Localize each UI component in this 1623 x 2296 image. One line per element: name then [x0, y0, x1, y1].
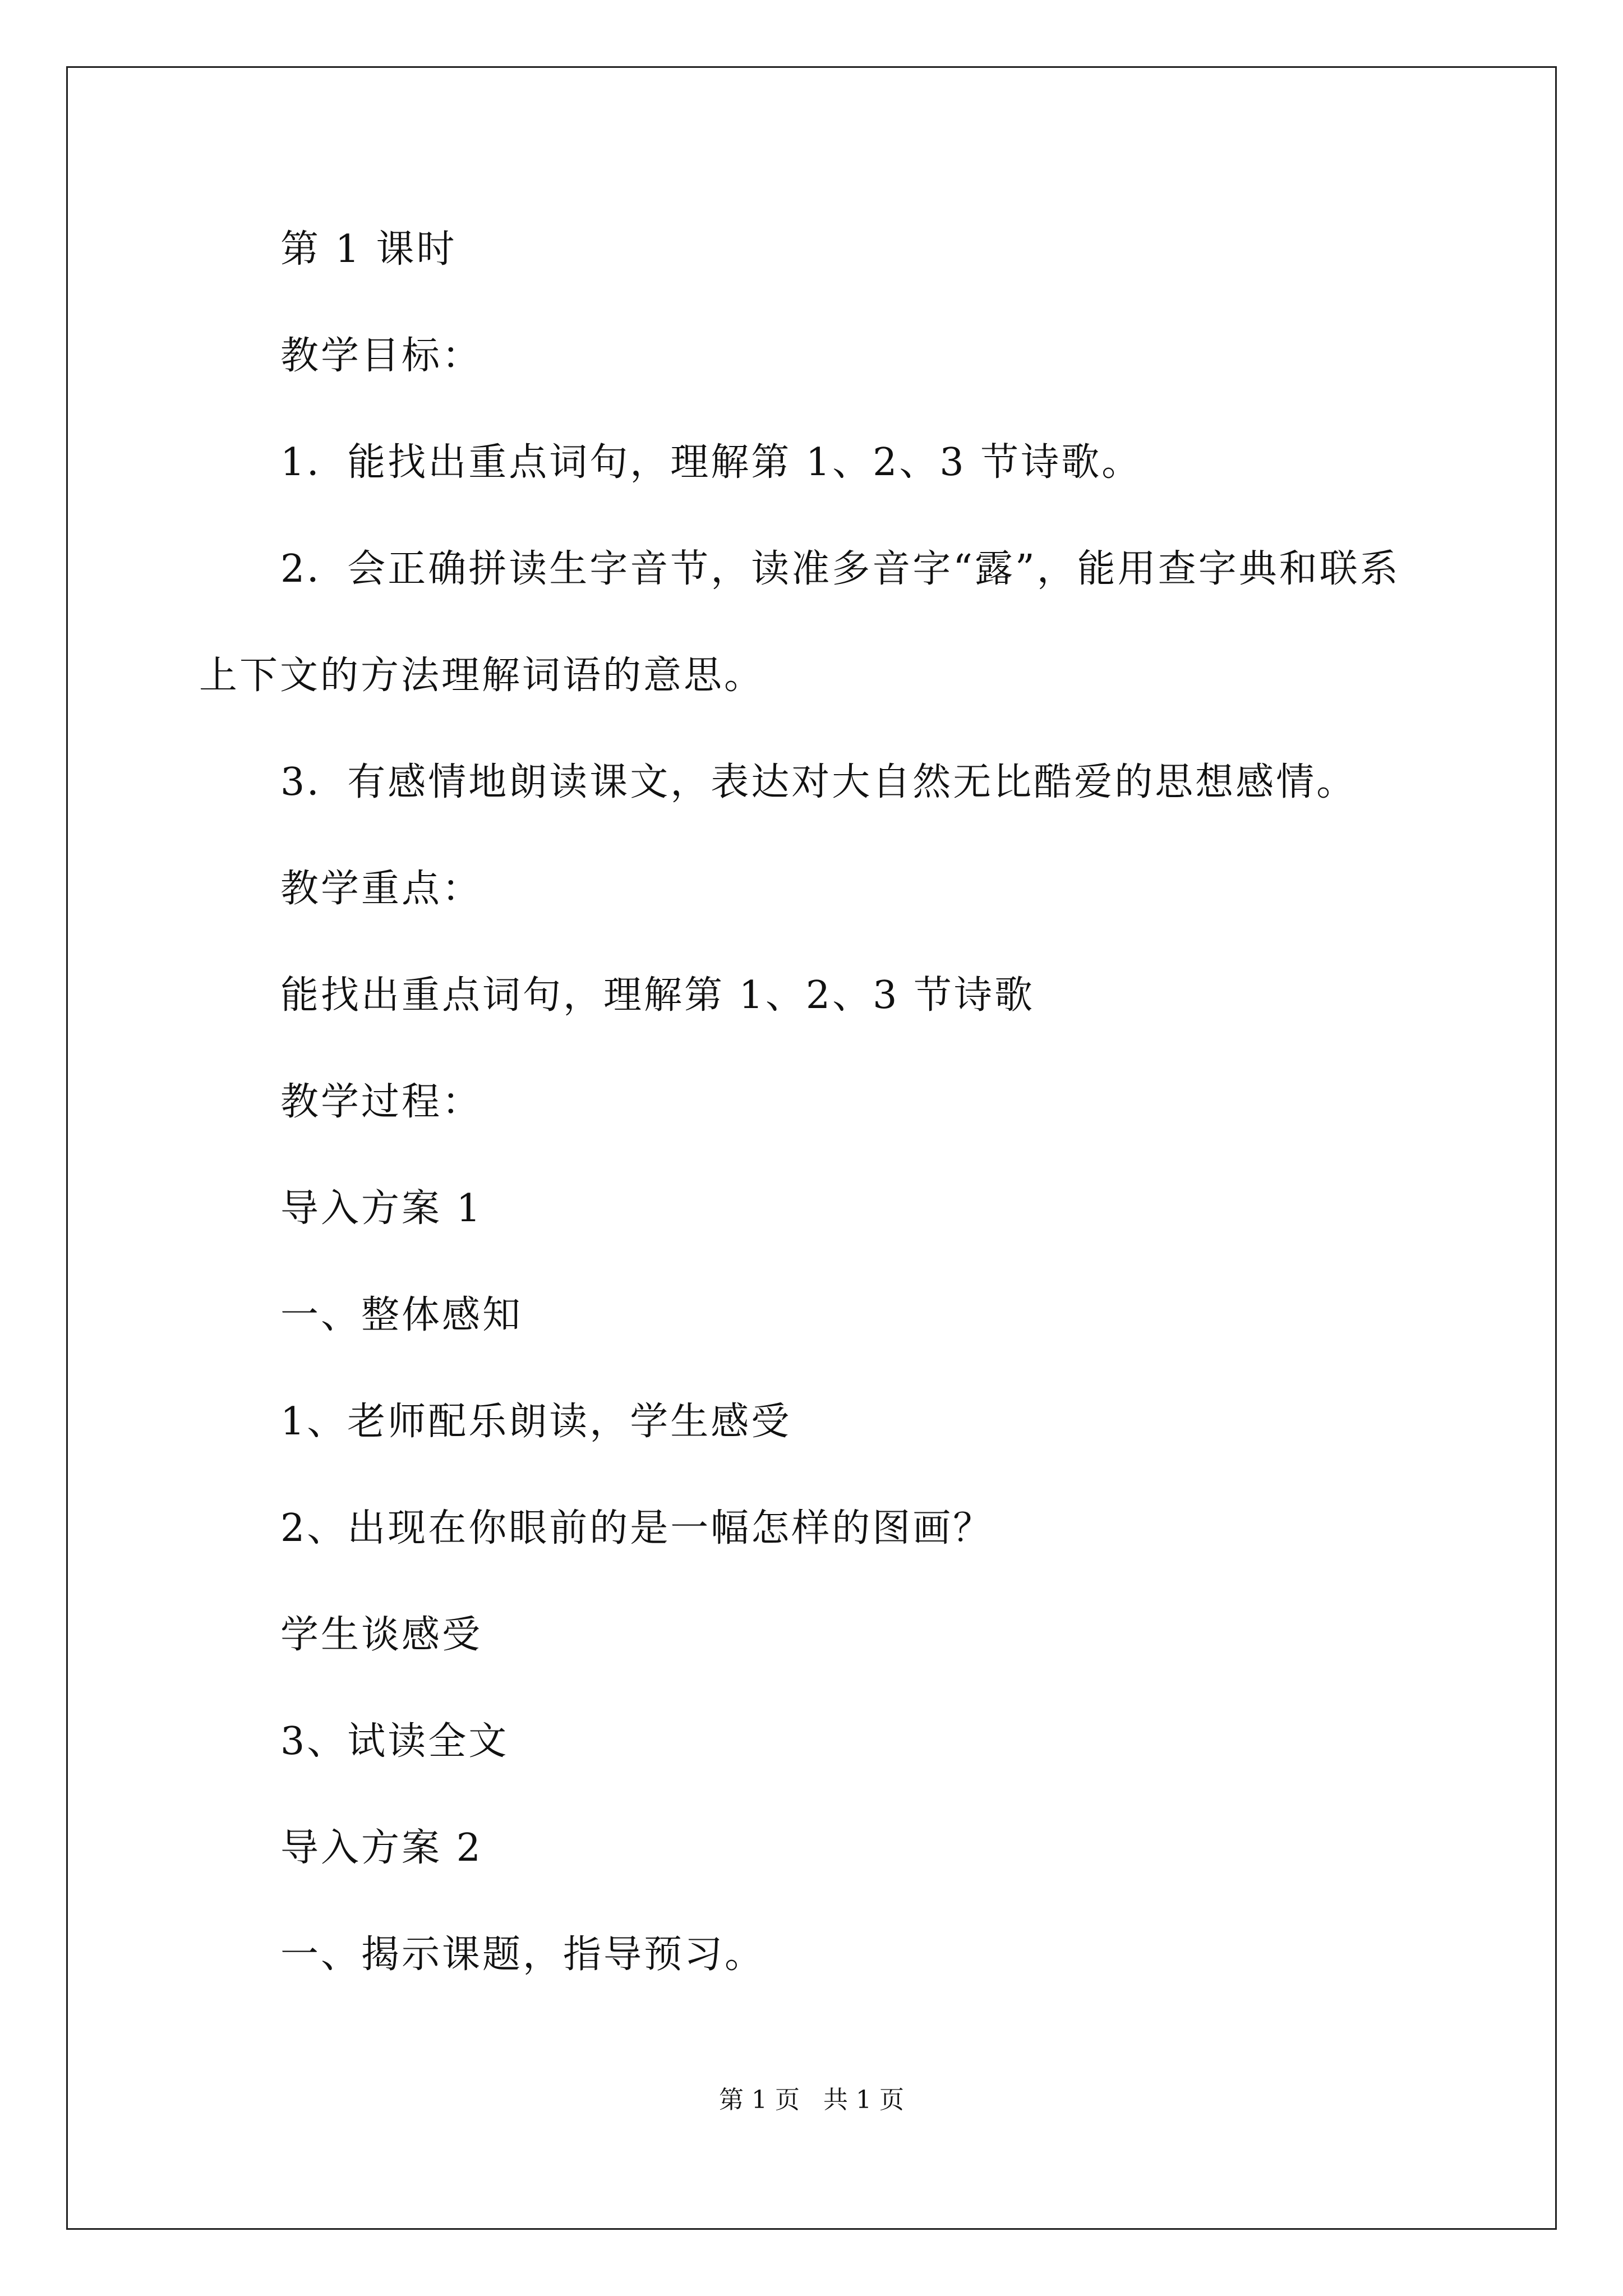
section-heading-process: 教学过程： — [280, 1080, 483, 1124]
step-heading-reveal-title: 一、揭示课题，指导预习。 — [280, 1932, 766, 1977]
step-heading-overall-perception: 一、整体感知 — [280, 1293, 523, 1337]
objective-item-2-line-2: 上下文的方法理解词语的意思。 — [199, 654, 765, 698]
key-point-text: 能找出重点词句，理解第 1、2、3 节诗歌 — [280, 973, 1035, 1018]
page-footer — [0, 2086, 1623, 2115]
lesson-heading: 第 1 课时 — [280, 227, 457, 272]
section-heading-objectives: 教学目标： — [280, 334, 483, 378]
step-item-2: 2、出现在你眼前的是一幅怎样的图画？ — [280, 1506, 994, 1550]
objective-item-3: 3．有感情地朗读课文，表达对大自然无比酷爱的思想感情。 — [280, 760, 1357, 804]
student-response-line: 学生谈感受 — [280, 1613, 483, 1657]
intro-plan-2-heading: 导入方案 2 — [280, 1826, 483, 1870]
page-number-current: 第 1 页 — [719, 2086, 800, 2114]
objective-item-2-line-1: 2．会正确拼读生字音节，读准多音字“露”，能用查字典和联系 — [280, 547, 1400, 591]
step-item-1: 1、老师配乐朗读，学生感受 — [280, 1400, 792, 1444]
page-number-total: 共 1 页 — [823, 2086, 904, 2114]
step-item-3: 3、试读全文 — [280, 1719, 509, 1764]
section-heading-key-points: 教学重点： — [280, 867, 483, 911]
intro-plan-1-heading: 导入方案 1 — [280, 1186, 483, 1231]
objective-item-1: 1．能找出重点词句，理解第 1、2、3 节诗歌。 — [280, 440, 1142, 485]
